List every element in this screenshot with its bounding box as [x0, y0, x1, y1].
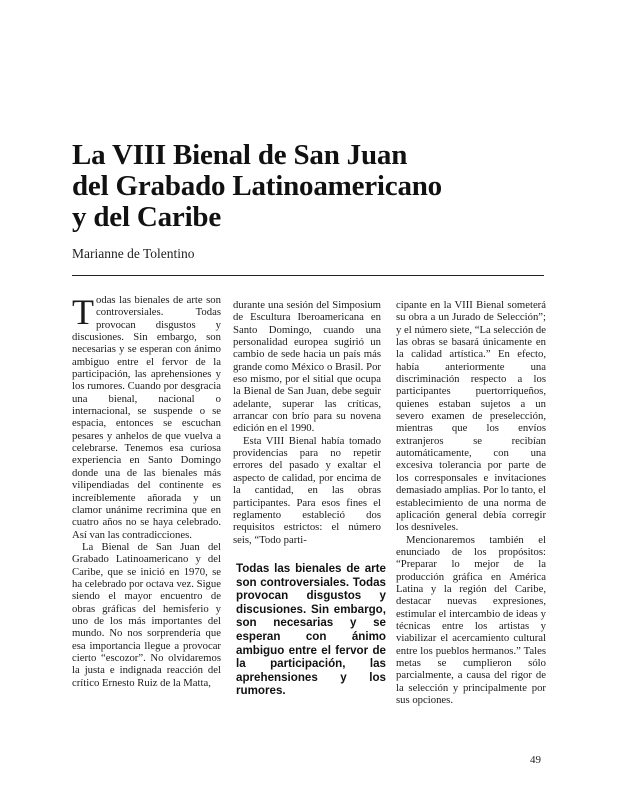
paragraph: cipante en la VIII Bienal someterá su obra a un Jurado de Selección”; y el número siete, “La selección de las obras se basará únicamente en la calidad artística.” En efecto, había anteriormente una discriminación respecto a los participantes puertorriqueños, quienes estaban sujetos a un severo examen de preselección, mientras que los envíos extranjeros se recibían automáticamente, con una excesiva tolerancia por parte de los corresponsales e invitaciones demasiado amplias. Por lo tanto, el establecimiento de una norma de aplicación general debía corregir los desniveles.: [396, 299, 546, 534]
body-column-3: [396, 299, 546, 706]
paragraph: Esta VIII Bienal había tomado providencias para no repetir errores del pasado y exaltar el aspecto de calidad, por encima de la cantidad, en las obras participantes. Para esos fines el reglamento estableció dos requisitos estrictos: el número seis, “Todo parti-: [233, 434, 381, 546]
title-divider: [72, 275, 544, 276]
title-line-1: La VIII Bienal de San Juan: [72, 139, 408, 171]
page-number: 49: [530, 754, 541, 766]
author-byline: Marianne de Tolentino: [72, 246, 195, 261]
paragraph: durante una sesión del Simposium de Escultura Iberoamericana en Santo Domingo, cuando una personalidad europea sugirió un cambio de sede hacia un país más grande como México o Brasil. Por eso mismo, por el sitial que ocupa la Bienal de San Juan, debe seguir adelante, superar las críticas, arrancar con brío para su novena edición en el 1990.: [233, 299, 381, 435]
drop-cap: T: [72, 292, 94, 332]
pull-quote: Todas las bienales de arte son controversiales. Todas provocan disgustos y discusiones. Sin embargo, son necesarias y se esperan con ánimo ambiguo entre el fervor de la participación, las aprehensiones y los rumores.: [236, 562, 386, 698]
body-column-2: [233, 299, 381, 546]
title-line-3: y del Caribe: [72, 201, 222, 233]
paragraph: La Bienal de San Juan del Grabado Latinoamericano y del Caribe, que se inició en 1970, se ha celebrado por octava vez. Sigue siendo el mayor encuentro de obras gráficas del hemisferio y uno de los más importantes del mundo. No nos sorprendería que esa importancia llegue a provocar cierto “escozor”. No olvidaremos la justa e indignada reacción del crítico Ernesto Ruiz de la Matta,: [72, 540, 221, 689]
article-title: [72, 140, 552, 233]
body-column-1: [72, 294, 221, 689]
title-line-2: del Grabado Latinoamericano: [72, 170, 442, 202]
paragraph-text: odas las bienales de arte son controversiales. Todas provocan disgustos y discusiones. Sin embargo, son necesarias y se esperan con ánimo ambiguo entre el fervor de la participación, las aprehensiones y los rumores. Cuando por desgracia una bienal, nacional o internacional, se suspende o se espacia, entonces se escuchan pesares y anhelos de que vuelva a celebrarse. Tenemos esa curiosa experiencia en Santo Domingo donde una de las bienales más vilipendiadas del continente es increíblemente añorada y un clamor unánime recrimina que en cuatro años no se haya celebrado. Así van las contradicciones.: [72, 294, 221, 541]
paragraph: [72, 294, 221, 541]
paragraph: Mencionaremos también el enunciado de los propósitos: “Preparar lo mejor de la producción gráfica en América Latina y la región del Caribe, destacar nuevas expresiones, estimular el intercambio de ideas y técnicas entre los artistas y viabilizar el acercamiento cultural entre los pueblos hermanos.” Tales metas se cumplieron sólo parcialmente, a causa del rigor de la selección y principalmente por sus opciones.: [396, 533, 546, 706]
